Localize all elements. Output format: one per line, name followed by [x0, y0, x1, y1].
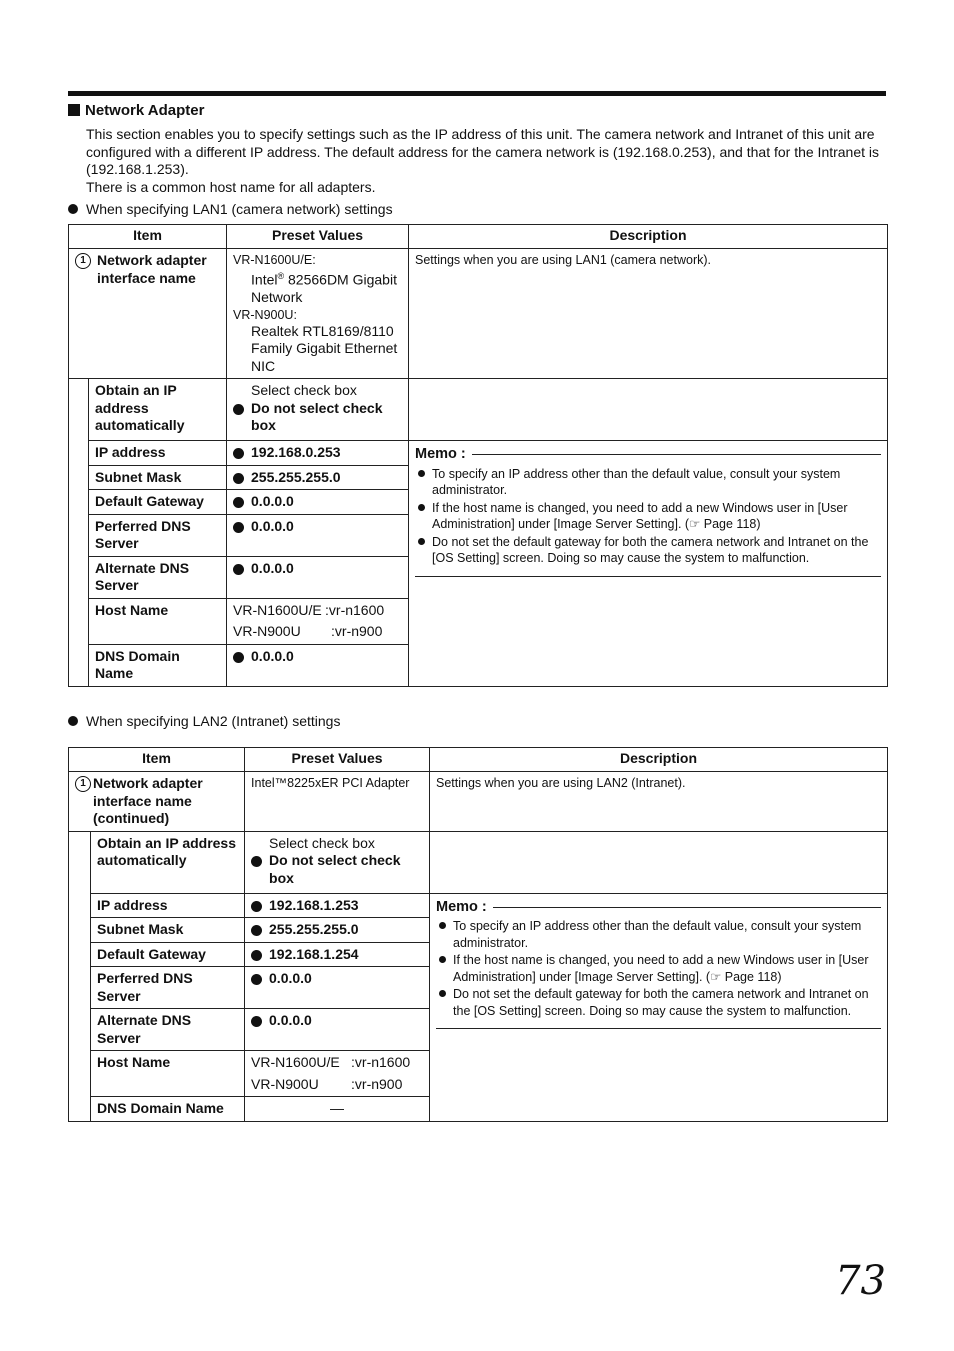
- table-row: Subnet Mask 255.255.255.0: [69, 465, 888, 490]
- table-row: 1 Network adapter interface name VR-N1600U/E: Intel® 82566DM Gigabit Network VR-N900U: Realtek RTL8169/8110 Family Gigabit Ethernet NIC Settings when you are using LAN1 (camera network).: [69, 249, 888, 379]
- memo-box: Memo : To specify an IP address other than the default value, consult your system administrator. If the host name is changed, you need to add a new Windows user in [User Administration] under [Image Server Setting]. (☞ Page 118) Do not set the default gateway for both the camera network and Intranet on the [OS Setting] screen. Doing so may cause the system to malfunction.: [415, 446, 881, 577]
- lan2-table: [68, 747, 888, 1122]
- lan2-heading: When specifying LAN2 (Intranet) settings: [68, 713, 340, 729]
- number-circle: 1: [75, 253, 91, 269]
- bullet-icon: [233, 448, 244, 459]
- table-row: Alternate DNS Server 0.0.0.0: [69, 556, 888, 598]
- table-row: Obtain an IP address automatically Select check box Do not select check box: [69, 831, 888, 893]
- bullet-icon: [233, 564, 244, 575]
- table-row: Default Gateway 0.0.0.0: [69, 490, 888, 515]
- number-circle: 1: [75, 776, 91, 792]
- lan1-heading: When specifying LAN1 (camera network) settings: [68, 201, 393, 217]
- bullet-icon: [251, 1016, 262, 1027]
- table-row: IP address 192.168.0.253 Memo : To specify an IP address other than the default value, consult your system administrator. If the host name is changed, you need to add a new Windows user in [User Administration] under [Image Server Setting]. (☞ Page 118) Do not set the default gateway for both the camera network and Intranet on the [OS Setting] screen. Doing so may cause the system to malfunction.: [69, 441, 888, 466]
- lan1-table: [68, 224, 888, 687]
- memo-item: To specify an IP address other than the default value, consult your system administrator.: [436, 918, 881, 951]
- bullet-icon: [233, 652, 244, 663]
- selected-bullet-icon: [233, 404, 244, 415]
- table-row: Host Name VR-N1600U/E :vr-n1600 VR-N900U :vr-n900: [69, 1051, 888, 1097]
- table-row: DNS Domain Name 0.0.0.0: [69, 644, 888, 686]
- table-row: 1 Network adapter interface name (continued) Intel™8225xER PCI Adapter Settings when you are using LAN2 (Intranet).: [69, 772, 888, 832]
- memo-item: Do not set the default gateway for both the camera network and Intranet on the [OS Setting] screen. Doing so may cause the system to malfunction.: [436, 986, 881, 1019]
- bullet-icon: [233, 497, 244, 508]
- memo-box: Memo : To specify an IP address other than the default value, consult your system administrator. If the host name is changed, you need to add a new Windows user in [User Administration] under [Image Server Setting]. (☞ Page 118) Do not set the default gateway for both the camera network and Intranet on the [OS Setting] screen. Doing so may cause the system to malfunction.: [436, 899, 881, 1030]
- memo-item: If the host name is changed, you need to add a new Windows user in [User Administration] under [Image Server Setting]. (☞ Page 118): [415, 500, 881, 533]
- table-row: IP address 192.168.1.253 Memo : To specify an IP address other than the default value, consult your system administrator. If the host name is changed, you need to add a new Windows user in [User Administration] under [Image Server Setting]. (☞ Page 118) Do not set the default gateway for both the camera network and Intranet on the [OS Setting] screen. Doing so may cause the system to malfunction.: [69, 893, 888, 918]
- table-header: Item Preset Values Description: [69, 225, 888, 249]
- table-row: Subnet Mask 255.255.255.0: [69, 918, 888, 943]
- bullet-icon: [68, 716, 78, 726]
- table-row: DNS Domain Name —: [69, 1097, 888, 1122]
- bullet-icon: [251, 950, 262, 961]
- selected-bullet-icon: [251, 856, 262, 867]
- table-row: Alternate DNS Server 0.0.0.0: [69, 1009, 888, 1051]
- table-row: Perferred DNS Server 0.0.0.0: [69, 967, 888, 1009]
- table-row: Obtain an IP address automatically Select check box Do not select check box: [69, 379, 888, 441]
- memo-item: If the host name is changed, you need to add a new Windows user in [User Administration] under [Image Server Setting]. (☞ Page 118): [436, 952, 881, 985]
- table-row: Perferred DNS Server 0.0.0.0: [69, 514, 888, 556]
- bullet-icon: [233, 473, 244, 484]
- table-header: Item Preset Values Description: [69, 748, 888, 772]
- bullet-icon: [68, 204, 78, 214]
- bullet-icon: [251, 925, 262, 936]
- page-number: 73: [835, 1258, 886, 1304]
- table-row: Host Name VR-N1600U/E :vr-n1600 VR-N900U :vr-n900: [69, 598, 888, 644]
- table-row: Default Gateway 192.168.1.254: [69, 942, 888, 967]
- bullet-icon: [233, 522, 244, 533]
- bullet-icon: [251, 901, 262, 912]
- section-title: Network Adapter: [68, 102, 204, 119]
- bullet-icon: [251, 974, 262, 985]
- top-rule: [68, 91, 886, 96]
- memo-item: To specify an IP address other than the default value, consult your system administrator.: [415, 466, 881, 499]
- memo-item: Do not set the default gateway for both the camera network and Intranet on the [OS Setting] screen. Doing so may cause the system to malfunction.: [415, 534, 881, 567]
- square-bullet-icon: [68, 104, 80, 116]
- intro-text: This section enables you to specify settings such as the IP address of this unit. The camera network and Intranet of this unit are configured with a different IP address. The default address for the camera network is (192.168.0.253), and that for the Intranet is (192.168.1.253). There is a common host name for all adapters.: [86, 126, 880, 195]
